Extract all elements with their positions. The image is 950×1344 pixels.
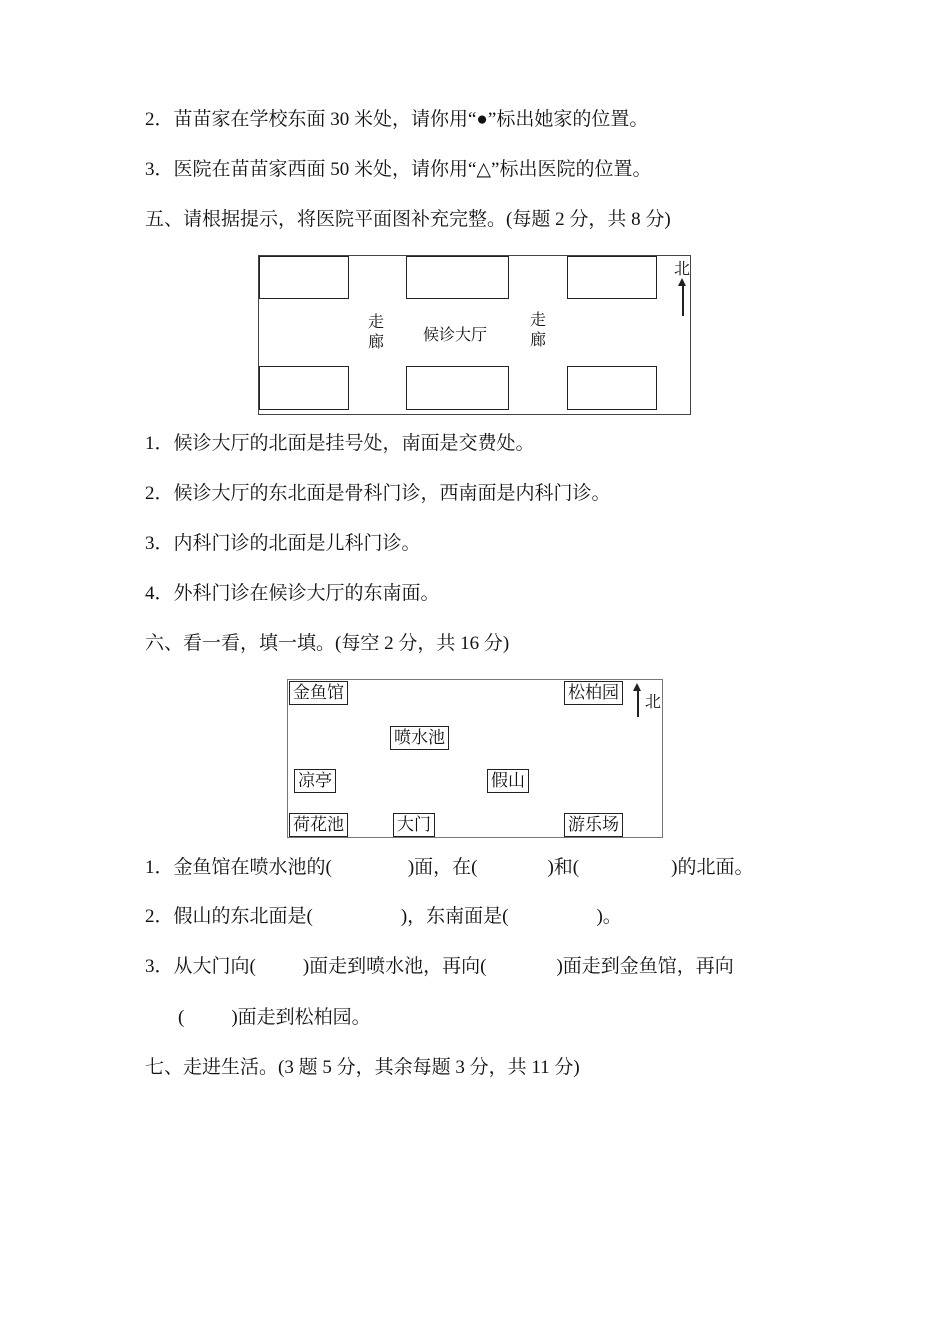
- plan-north-arrow-icon: [678, 278, 688, 316]
- question-4-3: 3．医院在苗苗家西面 50 米处，请你用“△”标出医院的位置。: [145, 159, 652, 180]
- question-6-1: 1．金鱼馆在喷水池的( )面，在( )和( )的北面。: [145, 857, 754, 878]
- room-sw: [259, 366, 349, 410]
- room-n: [406, 256, 509, 299]
- place-fountain: 喷水池: [390, 726, 449, 750]
- question-5-4: 4．外科门诊在候诊大厅的东南面。: [145, 583, 440, 604]
- waiting-hall-label: 候诊大厅: [423, 325, 488, 344]
- room-nw: [259, 256, 349, 299]
- place-goldfish-hall: 金鱼馆: [289, 681, 348, 705]
- room-s: [406, 366, 509, 410]
- question-5-1: 1．候诊大厅的北面是挂号处，南面是交费处。: [145, 433, 535, 454]
- place-gate: 大门: [393, 813, 435, 837]
- park-north-arrow-icon: [633, 683, 643, 717]
- question-5-3: 3．内科门诊的北面是儿科门诊。: [145, 533, 421, 554]
- park-north-label: 北: [645, 692, 662, 711]
- place-pine-garden: 松柏园: [564, 681, 623, 705]
- section-5-title: 五、请根据提示，将医院平面图补充完整。(每题 2 分，共 8 分): [145, 209, 671, 230]
- place-pavilion: 凉亭: [294, 769, 336, 793]
- room-se: [567, 366, 657, 410]
- question-4-2: 2．苗苗家在学校东面 30 米处，请你用“●”标出她家的位置。: [145, 109, 649, 130]
- question-6-3-continued: ( )面走到松柏园。: [178, 1007, 371, 1028]
- plan-north-label: 北: [674, 259, 691, 278]
- corridor-right-label: 走 廊: [529, 310, 546, 349]
- corridor-left-label: 走 廊: [367, 312, 384, 351]
- place-playground: 游乐场: [564, 813, 623, 837]
- room-ne: [567, 256, 657, 299]
- question-5-2: 2．候诊大厅的东北面是骨科门诊，西南面是内科门诊。: [145, 483, 611, 504]
- hospital-floor-plan: [258, 255, 691, 415]
- question-6-3: 3．从大门向( )面走到喷水池，再向( )面走到金鱼馆，再向: [145, 956, 734, 977]
- question-6-2: 2．假山的东北面是( )，东南面是( )。: [145, 906, 622, 927]
- park-map: [287, 679, 663, 838]
- section-7-title: 七、走进生活。(3 题 5 分，其余每题 3 分，共 11 分): [145, 1057, 580, 1078]
- section-6-title: 六、看一看，填一填。(每空 2 分，共 16 分): [145, 633, 510, 654]
- place-lotus-pond: 荷花池: [289, 813, 348, 837]
- place-rockery: 假山: [487, 769, 529, 793]
